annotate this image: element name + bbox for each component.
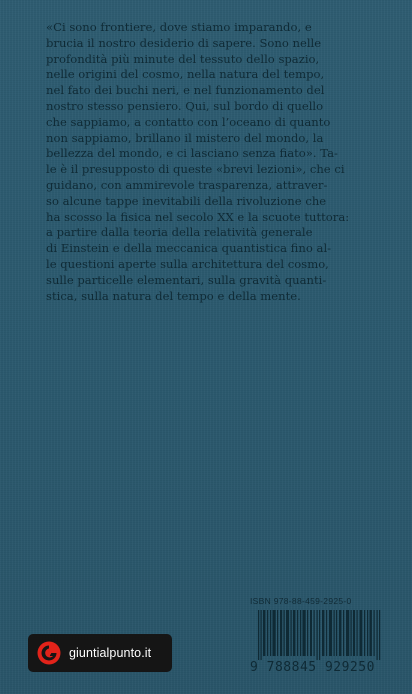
barcode-bars [252,610,393,660]
blurb-line: ha scosso la fisica nel secolo XX e la scuote tuttora: [46,209,350,224]
publisher-name: giuntialpunto.it [69,646,152,660]
blurb-line: di Einstein e della meccanica quantistica fino al- [46,241,332,256]
blurb-text [46,20,386,304]
blurb-line: non sappiamo, brillano il mistero del mondo, la [46,130,324,145]
blurb-line: nelle origini del cosmo, nella natura del tempo, [46,67,325,82]
blurb-line: so alcune tappe inevitabili della rivoluzione che [46,193,327,208]
isbn-number: ISBN 978-88-459-2925-0 [250,596,352,606]
blurb-line: sulle particelle elementari, sulla gravità quanti- [46,272,327,287]
blurb-line: «Ci sono frontiere, dove stiamo imparando, e [46,20,312,34]
blurb-line: stica, sulla natura del tempo e della mente. [46,288,301,303]
blurb-line: che sappiamo, a contatto con l’oceano di quanto [46,114,331,129]
blurb-line: le è il presupposto di queste «brevi lezioni», che ci [46,162,345,177]
blurb-line: le questioni aperte sulla architettura del cosmo, [46,256,329,271]
blurb-line: nostro stesso pensiero. Qui, sul bordo di quello [46,98,324,113]
blurb-line: a partire dalla teoria della relatività generale [46,225,313,240]
blurb-line: profondità più minute del tessuto dello spazio, [46,51,320,66]
blurb-line: nel fato dei buchi neri, e nel funzionamento del [46,83,325,98]
blurb-line: bellezza del mondo, e ci lasciano senza fiato». Ta- [46,146,338,161]
blurb-line: guidano, con ammirevole trasparenza, attraver- [46,177,328,192]
g-swirl-icon [37,641,61,665]
barcode [250,596,395,678]
blurb-line: brucia il nostro desiderio di sapere. Sono nelle [46,35,322,50]
ean-number: 9 788845 929250 [250,660,375,675]
publisher-logo [28,634,172,672]
